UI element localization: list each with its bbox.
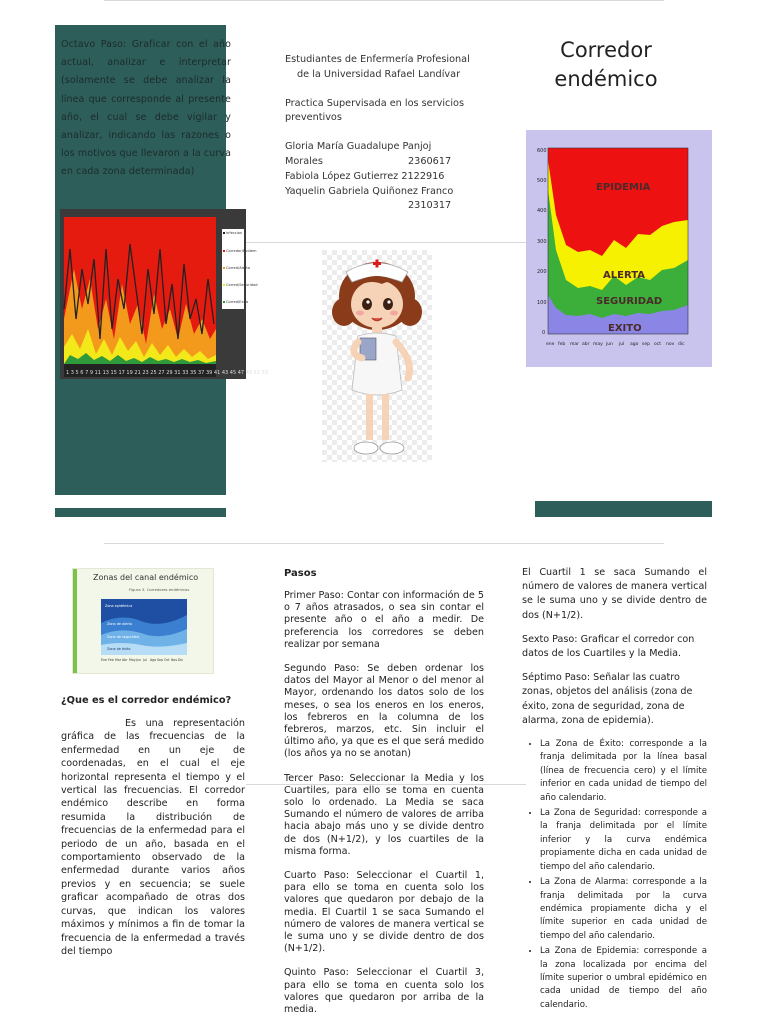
y-tick-600: 600 xyxy=(537,148,547,154)
pasos-heading: Pasos xyxy=(284,568,317,579)
cuartil-1-text: El Cuartil 1 se saca Sumando el número de valores de manera vertical se le suma uno y se divide dentro de dos (N+1/2). xyxy=(522,567,707,621)
canal-figure-chart xyxy=(91,593,209,671)
svg-text:Ago: Ago xyxy=(150,658,157,662)
zone-item-alarma: • La Zona de Alarma: corresponde a la franja delimitada por la curva endémica propiamente dicha y el límite superior en cada unidad de tiempo del año calendario. xyxy=(540,876,707,943)
zones-list xyxy=(522,738,707,1012)
canal-zone-exito: Zona de éxito xyxy=(107,647,131,651)
zone-item-epidemia: • La Zona de Epidemia: corresponde a la zona localizada por encima del límite superior o umbral epidémico en cada unidad de tiempo del año calendario. xyxy=(540,945,707,1012)
mini-corridor-chart xyxy=(60,209,268,379)
y-tick-300: 300 xyxy=(537,239,547,245)
svg-text:Jun: Jun xyxy=(136,658,141,662)
x-tick-oct: oct xyxy=(654,342,661,347)
zone-label-seguridad: SEGURIDAD xyxy=(596,296,663,307)
steps-list xyxy=(284,590,484,1028)
page-title xyxy=(540,36,672,94)
definition-text: Es una representación gráfica de las frecuencias de la enfermedad en un eje de coordenadas, en el cual el eje horizontal representa el tiempo y el vertical las frecuencias. El corredor endémico describe en forma resumida la distribución de frecuencias de la enfermedad para el periodo de un año, basada en el comportamiento observado de la enfermedad durante varios años previos y en secuencia; se suele graficar acompañado de otras dos curvas, que indican los valores máximos y mínimos a fin de tomar la frecuencia de la enfermedad a través del tiempo xyxy=(61,718,245,957)
svg-text:Feb: Feb xyxy=(108,658,114,662)
canal-figure-caption: Figura 3. Corredores endémicos xyxy=(129,587,190,592)
title-line-1: Corredor xyxy=(560,38,652,62)
legend-exito: Corred/Exito xyxy=(226,300,249,304)
student-2-line: Fabiola López Gutierrez 2122916 xyxy=(285,170,445,182)
canal-zone-alerta: Zona de alerta xyxy=(107,622,132,626)
x-tick-ago: ago xyxy=(630,342,639,347)
right-bottom-bar xyxy=(535,501,712,517)
student-3-id: 2310317 xyxy=(408,200,452,212)
page-top-rule xyxy=(104,0,664,1)
zone-label-exito: EXITO xyxy=(608,323,642,334)
x-tick-abr: abr xyxy=(582,342,590,347)
title-line-2: endémico xyxy=(554,67,658,91)
zone-item-exito: • La Zona de Éxito: corresponde a la franja delimitada por la línea basal (línea de frecuencia cero) y el límite inferior en cada unidad de tiempo del año calendario. xyxy=(540,738,707,805)
octavo-paso-text: Octavo Paso: Graficar con el año actual, analizar e interpretar (solamente se debe analizar la línea que corresponde al presente año, el cual se debe vigilar y analizar, indicando las razones o los motivos que llevaron a la curva en cada zona determinada) xyxy=(61,39,231,178)
x-tick-jun: jun xyxy=(606,342,613,347)
svg-text:Oct: Oct xyxy=(164,658,170,662)
nurse-illustration xyxy=(322,250,432,462)
svg-text:Ene: Ene xyxy=(101,658,107,662)
svg-text:May: May xyxy=(129,658,136,662)
authors-block xyxy=(285,53,485,214)
svg-text:Jul: Jul xyxy=(143,658,147,662)
svg-text:1 3 5 6 7 9 11 13 15 17 19 21: 1 3 5 6 7 9 11 13 15 17 19 21 23 25 27 29 31 33 35 37 39 41 43 45 47 49 51 53 xyxy=(66,370,268,376)
svg-text:Abr: Abr xyxy=(122,658,128,662)
svg-text:Mar: Mar xyxy=(115,658,122,662)
step-5: Quinto Paso: Seleccionar el Cuartil 3, para ello se toma en cuenta solo los valores que quedaron por arriba de la media. xyxy=(284,967,484,1016)
step-4: Cuarto Paso: Seleccionar el Cuartil 1, para ello se toma en cuenta solo los valores que quedaron por debajo de la media. El Cuartil 1 se saca Sumando el número de valores de manera vertical se le suma uno y se divide dentro de dos (N+1/2). xyxy=(284,870,484,955)
canal-zone-epidemica: Zona epidémica xyxy=(105,604,133,608)
x-tick-sep: sep xyxy=(642,342,650,347)
step-3: Tercer Paso: Seleccionar la Media y los Cuartiles, para ello se toma en cuenta solo lo ordenado. La Media se saca Sumando el número de valores de arriba hacia abajo más uno y se divide dentro de dos (N+1/2), y los cuartiles de la misma forma. xyxy=(284,772,484,857)
svg-text:Dic: Dic xyxy=(178,658,184,662)
septimo-paso: Séptimo Paso: Señalar las cuatro zonas, objetos del análisis (zona de éxito, zona de seguridad, zona de alarma, zona de epidemia). xyxy=(522,672,693,726)
canal-figure-title: Zonas del canal endémico xyxy=(93,573,199,582)
step-1: Primer Paso: Contar con información de 5 o 7 años atrasados, o sea sin contar el presente año o el año a medir. De preferencia los corredores se deben realizar por semana xyxy=(284,590,484,650)
endemic-corridor-chart xyxy=(526,130,712,367)
sexto-paso: Sexto Paso: Graficar el corredor con datos de los Cuartiles y la Media. xyxy=(522,633,695,660)
x-tick-may: may xyxy=(593,342,603,347)
student-3-name-line: Yaquelin Gabriela Quiñonez Franco xyxy=(285,185,454,197)
x-tick-dic: dic xyxy=(678,342,685,347)
zone-label-alerta: ALERTA xyxy=(603,270,645,281)
y-tick-500: 500 xyxy=(537,178,547,184)
course-line-2: preventivos xyxy=(285,112,342,124)
canal-figure xyxy=(72,568,214,674)
question-heading: ¿Que es el corredor endémico? xyxy=(61,695,232,706)
x-tick-feb: feb xyxy=(558,342,566,347)
step-2: Segundo Paso: Se deben ordenar los datos del Mayor al Menor o del menor al Mayor, ordenando los datos solo de los meses, o sea los eneros en los eneros, los febreros en la columna de los febreros, marzos, etc. Sin incluir el último año, ya que es el que será medido (los años ya no se anotan) xyxy=(284,663,484,760)
student-1-name: Gloria María Guadalupe Panjoj xyxy=(285,141,432,153)
page2-mid-rule xyxy=(246,784,526,785)
svg-text:Nov: Nov xyxy=(171,658,178,662)
canal-figure-accent xyxy=(73,569,77,673)
legend-epidem: Corredor/Epidem xyxy=(226,249,257,253)
student-1-id: 2360617 xyxy=(408,155,452,167)
y-tick-200: 200 xyxy=(537,269,547,275)
page1-mid-rule xyxy=(246,242,526,243)
right-column xyxy=(522,566,707,1014)
course-line-1: Practica Supervisada en los servicios xyxy=(285,97,465,109)
svg-text:Sep: Sep xyxy=(157,658,164,662)
x-tick-jul: jul xyxy=(619,342,625,347)
student-1-name-cont: Morales xyxy=(285,155,323,167)
legend-seguridad: Corred/Seguridad xyxy=(226,283,258,287)
legend-alerta: Corred/Alerta xyxy=(226,266,250,270)
left-bottom-bar xyxy=(55,508,226,517)
school-line-1: Estudiantes de Enfermería Profesional xyxy=(285,54,470,65)
x-tick-nov: nov xyxy=(666,342,675,347)
school-line-2: de la Universidad Rafael Landívar xyxy=(297,68,461,80)
y-tick-400: 400 xyxy=(537,208,547,214)
x-tick-ene: ene xyxy=(546,342,555,347)
x-tick-mar: mar xyxy=(570,342,579,347)
zone-label-epidemia: EPIDEMIA xyxy=(596,182,651,193)
zone-item-seguridad: • La Zona de Seguridad: corresponde a la franja delimitada por el límite inferior y la curva endémica propiamente dicha en cada unidad de tiempo del año calendario. xyxy=(540,807,707,874)
y-tick-0: 0 xyxy=(542,330,546,336)
canal-zone-seguridad: Zona de seguridad xyxy=(107,635,139,639)
y-tick-100: 100 xyxy=(537,300,547,306)
legend-infeccion: Infeccion xyxy=(226,231,243,235)
page-divider-rule xyxy=(104,543,664,544)
